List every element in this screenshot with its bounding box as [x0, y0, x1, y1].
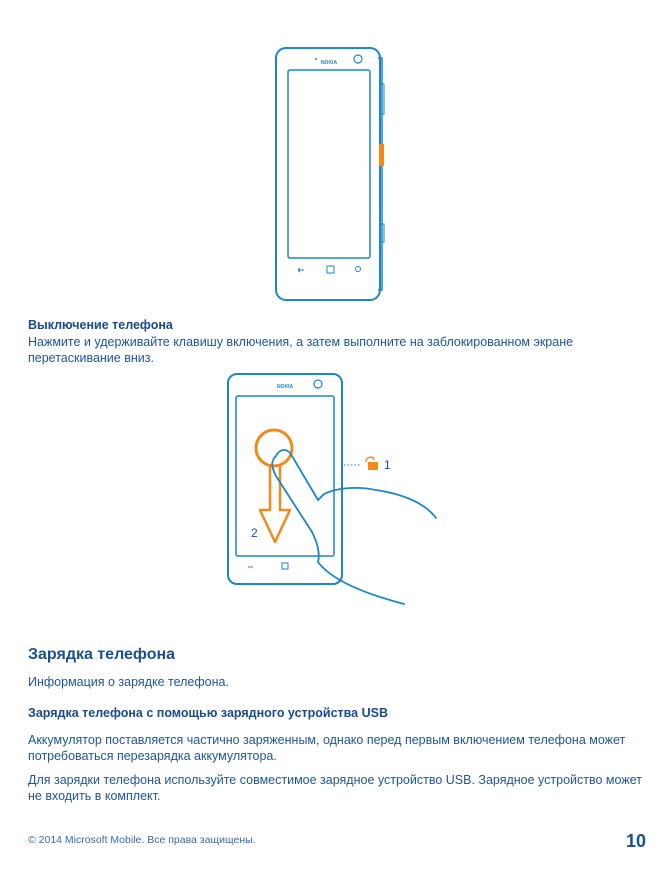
nav-buttons	[298, 266, 361, 273]
unlock-padlock-icon	[366, 457, 378, 470]
power-off-text: Нажмите и удерживайте клавишу включения, а затем выполните на заблокированном экране перетаскивание вниз.	[28, 335, 574, 365]
phone-brand-text: NOKIA	[320, 60, 338, 66]
hand-outline	[272, 450, 436, 604]
drag-down-illustration	[226, 372, 442, 608]
phone-screen-outline	[288, 70, 370, 258]
earpiece-icon	[315, 58, 317, 60]
phone-power-key-illustration	[270, 44, 400, 304]
usb-charging-para2: Для зарядки телефона используйте совместимое зарядное устройство USB. Зарядное устройство может не входить в комплект.	[28, 773, 642, 803]
drag-down-arrow	[260, 466, 290, 542]
power-key-highlight	[379, 144, 384, 166]
windows-icon	[327, 266, 334, 273]
phone-body-outline	[276, 48, 380, 300]
usb-charging-para1: Аккумулятор поставляется частично заряженным, однако перед первым включением телефона может потребоваться перезарядка аккумулятора.	[28, 733, 626, 763]
charging-intro: Информация о зарядке телефона.	[28, 675, 229, 689]
charging-section-title: Зарядка телефона	[28, 646, 176, 663]
nav-buttons-2	[248, 563, 288, 569]
footer-copyright: © 2014 Microsoft Mobile. Все права защищены.	[28, 834, 256, 846]
power-off-heading: Выключение телефона	[28, 318, 173, 332]
touch-point-circle	[256, 430, 292, 466]
phone-body-outline-2	[228, 374, 342, 584]
phone-brand-text-2: NOKIA	[276, 384, 294, 390]
camera-icon	[354, 55, 362, 63]
camera-icon-2	[314, 380, 322, 388]
windows-icon-2	[282, 563, 288, 569]
page-number: 10	[625, 831, 646, 851]
usb-charging-heading: Зарядка телефона с помощью зарядного устройства USB	[28, 706, 389, 720]
search-icon	[356, 267, 361, 272]
back-arrow-icon	[298, 268, 304, 272]
step-1-label: 1	[384, 458, 391, 472]
step-2-label: 2	[251, 526, 258, 540]
